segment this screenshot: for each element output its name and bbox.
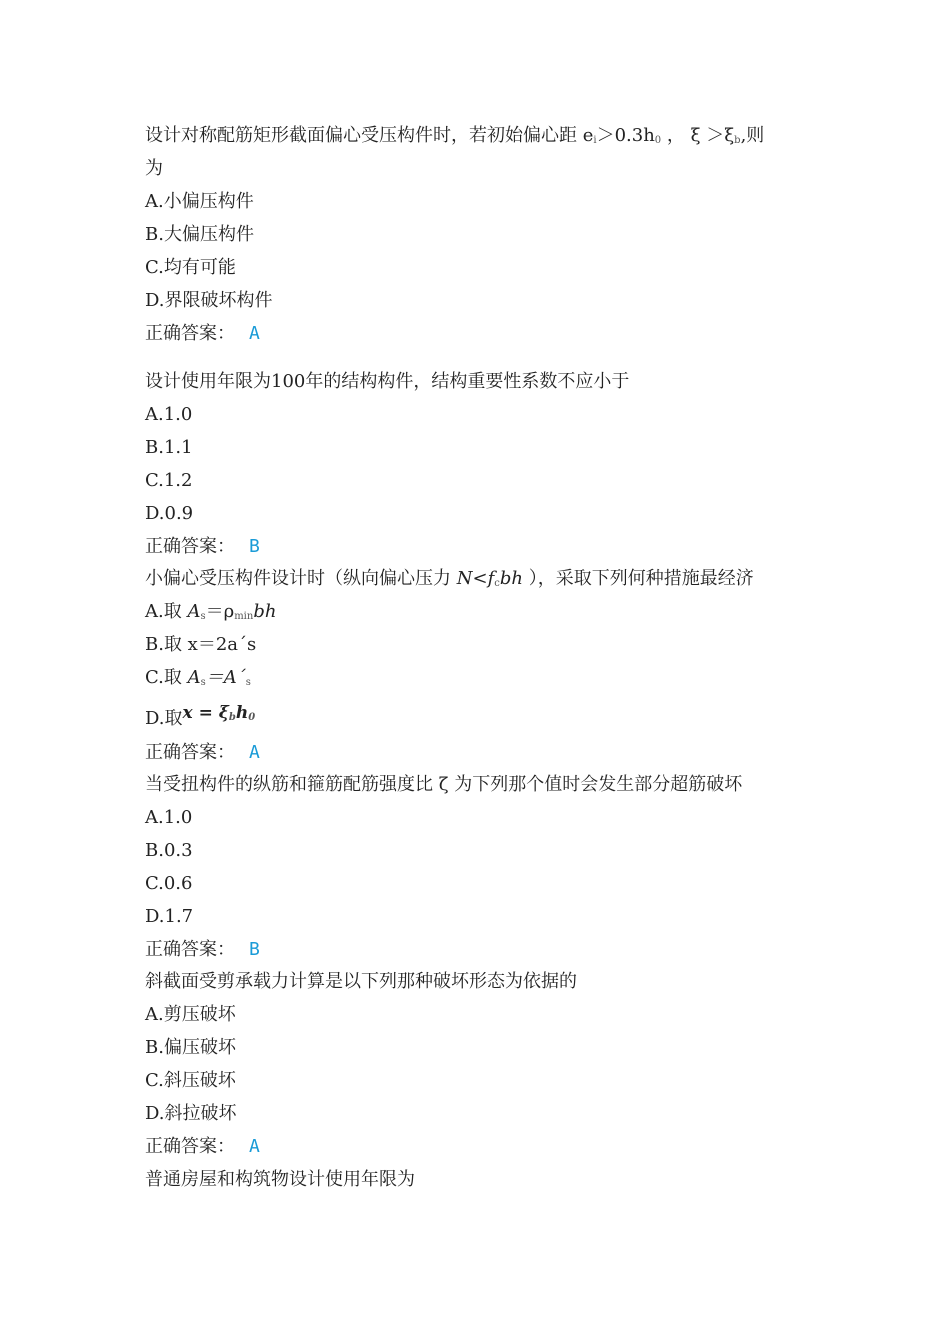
q3-opt-d-prefix: D.取 — [145, 708, 183, 729]
q1-option-a: A.小偏压构件 — [145, 191, 254, 212]
q3-option-b: B.取 x＝2a´s — [145, 634, 257, 655]
q3-answer — [145, 741, 260, 765]
q3-stem-b: ），采取下列何种措施最经济 — [522, 568, 754, 589]
q3-opt-d-sub: b — [228, 712, 236, 723]
q3-opt-a-sub: s — [200, 611, 206, 622]
q3-stem-sub: c — [494, 578, 500, 589]
q5-option-d: D.斜拉破坏 — [145, 1103, 237, 1124]
q5-answer-key: A — [249, 1136, 260, 1157]
q4-option-d: D.1.7 — [145, 906, 194, 927]
question-4-stem: 当受扭构件的纵筋和箍筋配筋强度比 ζ 为下列那个值时会发生部分超筋破坏 — [145, 774, 743, 795]
q4-answer-label: 正确答案： — [145, 939, 235, 960]
q1-sub-b: b — [734, 135, 741, 146]
q2-answer-key: B — [249, 536, 260, 557]
q3-opt-d-sub2: 0 — [248, 712, 256, 723]
q3-answer-key: A — [249, 742, 260, 763]
q3-answer-label: 正确答案： — [145, 742, 235, 763]
q3-opt-d-formula-text: x = ξ — [182, 703, 229, 723]
q3-opt-c-sub2: s — [245, 677, 251, 688]
q3-opt-c-eq: ＝A´ — [205, 667, 246, 688]
q2-option-a: A.1.0 — [145, 404, 193, 425]
q3-opt-a-sub2: min — [234, 611, 254, 622]
q2-option-c: C.1.2 — [145, 470, 193, 491]
q3-option-a — [145, 600, 276, 629]
q3-opt-c-sub: s — [200, 677, 206, 688]
q3-opt-a-eq: ＝ρ — [205, 601, 235, 622]
q1-answer-label: 正确答案： — [145, 323, 235, 344]
q3-opt-c-formula: A — [187, 667, 201, 688]
q4-option-a: A.1.0 — [145, 807, 193, 828]
q1-option-b: B.大偏压构件 — [145, 224, 254, 245]
question-6-stem: 普通房屋和构筑物设计使用年限为 — [145, 1169, 415, 1190]
q3-opt-d-end: h — [235, 703, 249, 723]
q4-answer — [145, 938, 260, 962]
q4-answer-key: B — [249, 939, 260, 960]
q1-answer-key: A — [249, 323, 260, 344]
q2-option-d: D.0.9 — [145, 503, 194, 524]
q3-stem-formula2: bh — [499, 568, 523, 589]
q5-option-a: A.剪压破坏 — [145, 1004, 236, 1025]
q3-option-c — [145, 666, 251, 695]
q5-answer — [145, 1135, 260, 1159]
q3-opt-a-end: bh — [253, 601, 277, 622]
q1-answer — [145, 322, 260, 346]
q3-opt-d-formula — [183, 703, 256, 723]
q1-sub-i: i — [593, 135, 597, 146]
q4-option-c: C.0.6 — [145, 873, 193, 894]
q3-option-d — [145, 703, 256, 736]
q2-answer — [145, 535, 260, 559]
q3-opt-a-formula: A — [187, 601, 201, 622]
q1-stem-end: ,则 — [740, 125, 765, 146]
q4-option-b: B.0.3 — [145, 840, 193, 861]
q2-option-b: B.1.1 — [145, 437, 193, 458]
q1-sub-0: 0 — [654, 135, 662, 146]
q3-stem-a: 小偏心受压构件设计时（纵向偏心压力 — [145, 568, 457, 589]
q3-stem-formula: N<f — [456, 568, 495, 589]
q1-stem-mid1: ＞0.3h — [596, 125, 655, 146]
q3-opt-c-prefix: C.取 — [145, 667, 188, 688]
question-1-stem — [145, 124, 764, 153]
question-2-stem: 设计使用年限为100年的结构构件，结构重要性系数不应小于 — [145, 371, 630, 392]
q5-answer-label: 正确答案： — [145, 1136, 235, 1157]
q1-stem-text: 设计对称配筋矩形截面偏心受压构件时，若初始偏心距 e — [145, 125, 594, 146]
q5-option-b: B.偏压破坏 — [145, 1037, 236, 1058]
q1-option-c: C.均有可能 — [145, 257, 236, 278]
question-1-stem-line2: 为 — [145, 158, 163, 179]
question-5-stem: 斜截面受剪承载力计算是以下列那种破坏形态为依据的 — [145, 971, 577, 992]
q2-answer-label: 正确答案： — [145, 536, 235, 557]
question-3-stem — [145, 567, 754, 596]
q1-option-d: D.界限破坏构件 — [145, 290, 273, 311]
q1-stem-mid2: ， ξ ＞ξ — [661, 125, 735, 146]
q5-option-c: C.斜压破坏 — [145, 1070, 236, 1091]
q3-opt-a-prefix: A.取 — [145, 601, 188, 622]
